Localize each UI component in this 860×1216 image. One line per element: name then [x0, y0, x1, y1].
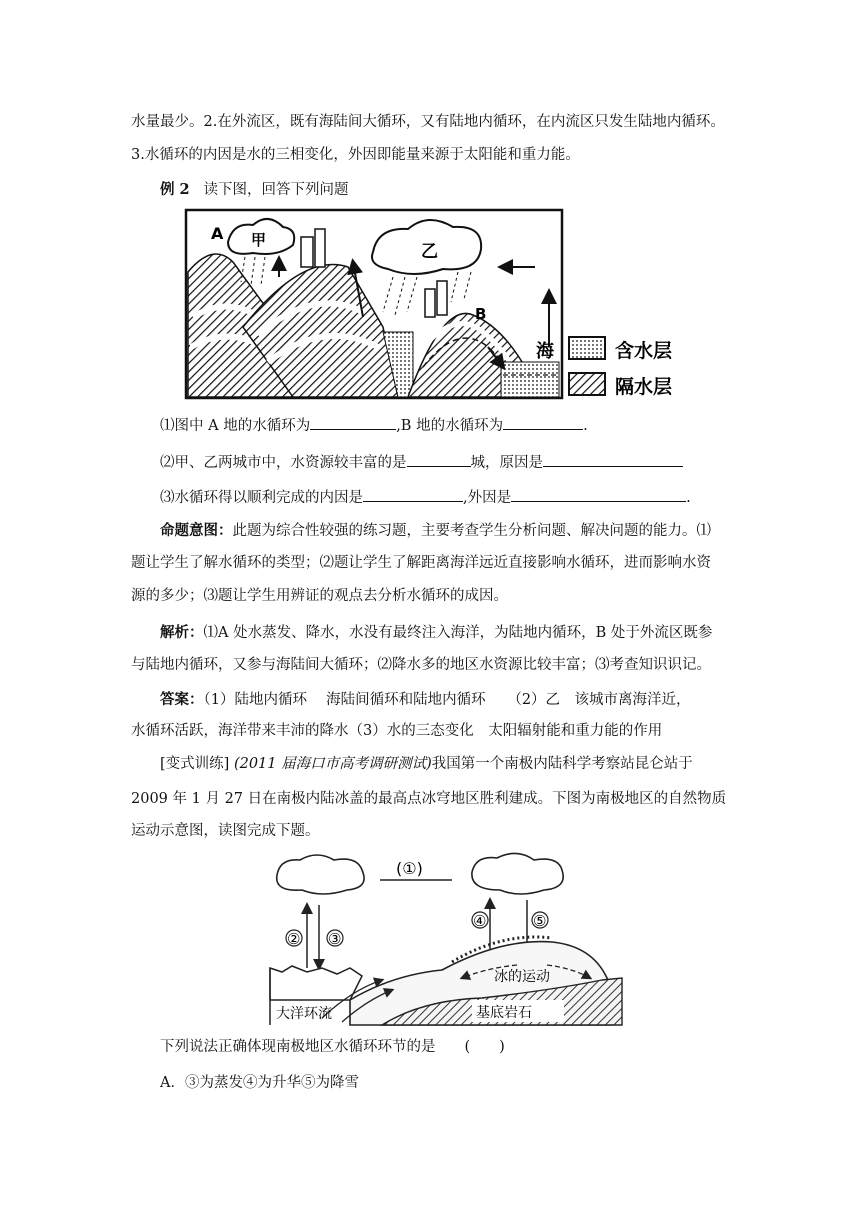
analysis-line: [160, 623, 712, 643]
label-2: ②: [287, 930, 301, 948]
question-text: ⑴图中 A 地的水循环为: [160, 418, 311, 434]
answer-line: [160, 690, 691, 710]
label-jia: 甲: [251, 231, 267, 249]
question-2: [160, 452, 683, 473]
intent-line: [160, 521, 711, 541]
label-sea: 海: [536, 341, 554, 362]
answer-label: 答案：: [160, 691, 204, 708]
question-1: [160, 415, 588, 436]
label-yi: 乙: [421, 242, 438, 262]
label-4: ④: [473, 912, 487, 930]
analysis-line: 与陆地内循环，又参与海陆间大循环；⑵降水多的地区水资源比较丰富；⑶考查知识识记。: [131, 657, 711, 673]
label-1: (①): [396, 859, 423, 878]
text-line: 水量最少。2.在外流区，既有海陆间大循环，又有陆地内循环，在内流区只发生陆地内循环。: [131, 114, 725, 130]
question-text: ⑶水循环得以顺利完成的内因是: [160, 490, 363, 506]
answer-blank: [310, 415, 396, 430]
water-cycle-figure: [183, 207, 703, 402]
text-line: 3.水循环的内因是水的三相变化，外因即能量来源于太阳能和重力能。: [131, 147, 580, 163]
question-text: .: [686, 490, 691, 506]
variant-tag: [变式训练]: [160, 756, 230, 772]
example-text: 读下图，回答下列问题: [203, 182, 349, 198]
question-text: ,B 地的水循环为: [396, 418, 504, 434]
label-bedrock: 基底岩石: [476, 1005, 532, 1021]
question-text: .: [583, 418, 588, 434]
intent-line: 题让学生了解水循环的类型；⑵题让学生了解距离海洋远近直接影响水循环，进而影响水资: [131, 555, 711, 571]
question-text: 城，原因是: [470, 455, 543, 471]
answer-blank: [407, 452, 471, 467]
label-5: ⑤: [533, 912, 547, 930]
antarctic-figure: [262, 850, 632, 1030]
question-text: ,外因是: [463, 490, 512, 506]
answer-text: （1）陆地内循环 海陆间循环和陆地内循环 （2）乙 该城市离海洋近，: [203, 692, 691, 708]
variant-source: (2011 届海口市高考调研测试): [233, 756, 432, 772]
intent-label: 命题意图：: [160, 522, 233, 539]
variant-line: 运动示意图，读图完成下题。: [131, 823, 320, 839]
label-ocean-current: 大洋环流: [276, 1006, 332, 1022]
question-3: [160, 487, 691, 508]
legend-aquiclude-swatch: [569, 373, 605, 395]
variant-line: [160, 754, 693, 774]
answer-blank: [363, 487, 463, 502]
answer-line: 水循环活跃，海洋带来丰沛的降水（3）水的三态变化 太阳辐射能和重力能的作用: [131, 723, 663, 739]
variant-line: 2009 年 1 月 27 日在南极内陆冰盖的最高点冰穹地区胜利建成。下图为南极地区的自然物质: [131, 791, 727, 807]
mcq-stem: 下列说法正确体现南极地区水循环环节的是 ( ): [160, 1039, 505, 1055]
analysis-text: ⑴A 处水蒸发、降水，水没有最终注入海洋，为陆地内循环，B 处于外流区既参: [203, 625, 713, 641]
label-b: B: [475, 305, 487, 323]
question-text: ⑵甲、乙两城市中，水资源较丰富的是: [160, 455, 407, 471]
legend-aquifer-label: 含水层: [615, 340, 673, 362]
answer-blank: [511, 487, 686, 502]
answer-blank: [503, 415, 583, 430]
label-3: ③: [328, 930, 342, 948]
variant-text: 我国第一个南极内陆科学考察站昆仑站于: [431, 756, 693, 772]
legend-aquiclude-label: 隔水层: [615, 376, 673, 398]
example-heading: [160, 180, 348, 200]
intent-line: 源的多少；⑶题让学生用辨证的观点去分析水循环的成因。: [131, 588, 508, 604]
mcq-option-a: A．③为蒸发④为升华⑤为降雪: [160, 1075, 359, 1091]
legend-aquifer-swatch: [569, 337, 605, 359]
label-a: A: [211, 224, 224, 243]
analysis-label: 解析：: [160, 624, 204, 641]
intent-text: 此题为综合性较强的练习题，主要考查学生分析问题、解决问题的能力。⑴: [232, 523, 711, 539]
label-ice-motion: 冰的运动: [494, 969, 550, 985]
example-label: 例 2: [160, 181, 190, 198]
answer-blank: [543, 452, 683, 467]
